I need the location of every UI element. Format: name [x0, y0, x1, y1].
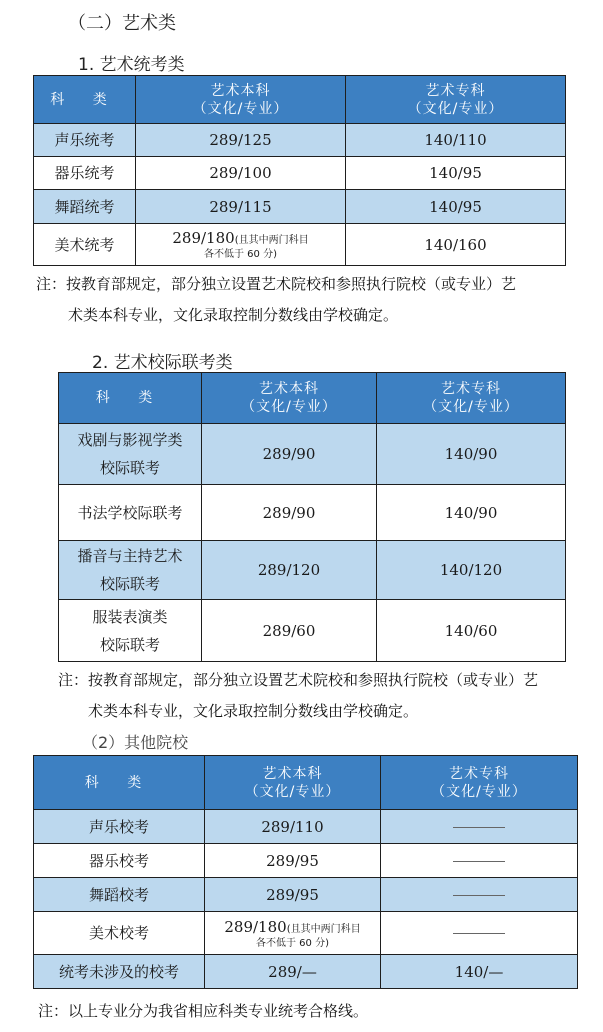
- subject-cell: 美术统考: [34, 224, 136, 266]
- section-title-art: （二）艺术类: [68, 13, 176, 34]
- header-subject: 科 类: [34, 76, 136, 124]
- joint-note-line2: 术类本科专业，文化录取控制分数线由学校确定。: [88, 702, 419, 720]
- score-note-line1: (且其中两门科目: [234, 235, 309, 246]
- bachelor-score: 289/—: [205, 955, 381, 989]
- table-row: [34, 124, 566, 157]
- header-college-line1: 艺术专科: [449, 765, 509, 782]
- bachelor-score: 289/180: [172, 229, 235, 247]
- table-row: [59, 600, 566, 662]
- joint-exam-title: 2. 艺术校际联考类: [92, 353, 233, 373]
- empty-dash: [453, 861, 505, 862]
- bachelor-score: 289/90: [202, 424, 377, 485]
- joint-exam-table: [58, 372, 566, 662]
- score-note-line1: (且其中两门科目: [286, 923, 361, 935]
- unified-note-line2: 术类本科专业，文化录取控制分数线由学校确定。: [68, 306, 399, 324]
- subject-line1: 戏剧与影视学类: [77, 431, 183, 449]
- college-empty-cell: [381, 878, 578, 912]
- subject-cell: 声乐统考: [34, 124, 136, 157]
- header-bachelor-line2: （文化/专业）: [192, 100, 289, 117]
- table-row: [59, 485, 566, 541]
- bachelor-score: 289/100: [136, 157, 346, 190]
- header-college: [346, 76, 566, 124]
- table-row: [59, 424, 566, 485]
- bachelor-score-with-note: [205, 912, 381, 955]
- college-score: 140/60: [377, 600, 566, 662]
- table-header-row: [34, 76, 566, 124]
- subject-cell: 美术校考: [34, 912, 205, 955]
- header-subject: 科 类: [59, 373, 202, 424]
- bachelor-score: 289/60: [202, 600, 377, 662]
- header-college-line2: （文化/专业）: [407, 100, 504, 117]
- subject-line1: 服装表演类: [92, 607, 168, 626]
- subject-cell: 统考未涉及的校考: [34, 955, 205, 989]
- header-college-line1: 艺术专科: [441, 381, 501, 397]
- subject-cell: 书法学校际联考: [59, 485, 202, 541]
- college-score: 140/90: [377, 424, 566, 485]
- table-row: [34, 190, 566, 224]
- header-college-line1: 艺术专科: [425, 82, 486, 99]
- subject-line2: 校际联考: [99, 635, 160, 654]
- header-bachelor-line1: 艺术本科: [210, 82, 271, 99]
- college-score: 140/110: [346, 124, 566, 157]
- header-bachelor: [136, 76, 346, 124]
- table-row: [34, 878, 578, 912]
- unified-exam-table: [33, 75, 566, 266]
- table-row: [59, 541, 566, 600]
- header-college: [377, 373, 566, 424]
- college-score: 140/160: [346, 224, 566, 266]
- header-bachelor-line1: 艺术本科: [259, 381, 319, 397]
- subject-line2: 校际联考: [99, 459, 160, 477]
- subject-cell: 声乐校考: [34, 810, 205, 844]
- bachelor-score: 289/115: [136, 190, 346, 224]
- college-score: 140/—: [381, 955, 578, 989]
- bachelor-score: 289/125: [136, 124, 346, 157]
- table-row: [34, 955, 578, 989]
- empty-dash: [453, 895, 505, 896]
- subject-cell: 舞蹈统考: [34, 190, 136, 224]
- empty-dash: [453, 933, 505, 934]
- header-college: [381, 756, 578, 810]
- table-row: [34, 912, 578, 955]
- table-header-row: [59, 373, 566, 424]
- table-row: [34, 224, 566, 266]
- college-score: 140/95: [346, 157, 566, 190]
- subject-cell: 器乐校考: [34, 844, 205, 878]
- score-note-line2: 各不低于 60 分): [256, 937, 329, 949]
- other-note: 注：以上专业分为我省相应科类专业统考合格线。: [38, 1002, 369, 1020]
- college-empty-cell: [381, 912, 578, 955]
- bachelor-score-with-note: [136, 224, 346, 266]
- subject-cell: [59, 600, 202, 662]
- bachelor-score: 289/90: [202, 485, 377, 541]
- header-college-line2: （文化/专业）: [423, 399, 519, 415]
- unified-exam-title: 1. 艺术统考类: [78, 55, 185, 75]
- header-subject: 科 类: [34, 756, 205, 810]
- header-bachelor: [205, 756, 381, 810]
- subject-cell: [59, 541, 202, 600]
- score-note-line2: 各不低于 60 分): [204, 249, 277, 260]
- header-college-line2: （文化/专业）: [431, 783, 527, 800]
- bachelor-score: 289/180: [224, 917, 287, 936]
- bachelor-score: 289/95: [205, 878, 381, 912]
- subject-line1: 播音与主持艺术: [77, 547, 183, 565]
- subject-cell: 舞蹈校考: [34, 878, 205, 912]
- table-row: [34, 844, 578, 878]
- subject-line2: 校际联考: [99, 575, 160, 593]
- empty-dash: [453, 827, 505, 828]
- bachelor-score: 289/120: [202, 541, 377, 600]
- table-header-row: [34, 756, 578, 810]
- college-score: 140/120: [377, 541, 566, 600]
- subject-cell: [59, 424, 202, 485]
- table-row: [34, 810, 578, 844]
- bachelor-score: 289/110: [205, 810, 381, 844]
- joint-note-line1: 注：按教育部规定，部分独立设置艺术院校和参照执行院校（或专业）艺: [58, 671, 539, 689]
- header-bachelor-line2: （文化/专业）: [244, 783, 341, 800]
- college-empty-cell: [381, 844, 578, 878]
- header-bachelor: [202, 373, 377, 424]
- other-institutions-table: [33, 755, 578, 989]
- subject-cell: 器乐统考: [34, 157, 136, 190]
- college-score: 140/90: [377, 485, 566, 541]
- college-empty-cell: [381, 810, 578, 844]
- bachelor-score: 289/95: [205, 844, 381, 878]
- unified-note-line1: 注：按教育部规定，部分独立设置艺术院校和参照执行院校（或专业）艺: [36, 275, 517, 293]
- table-row: [34, 157, 566, 190]
- section-title-other: （2）其他院校: [82, 733, 189, 752]
- header-bachelor-line2: （文化/专业）: [241, 399, 337, 415]
- header-bachelor-line1: 艺术本科: [262, 765, 323, 782]
- college-score: 140/95: [346, 190, 566, 224]
